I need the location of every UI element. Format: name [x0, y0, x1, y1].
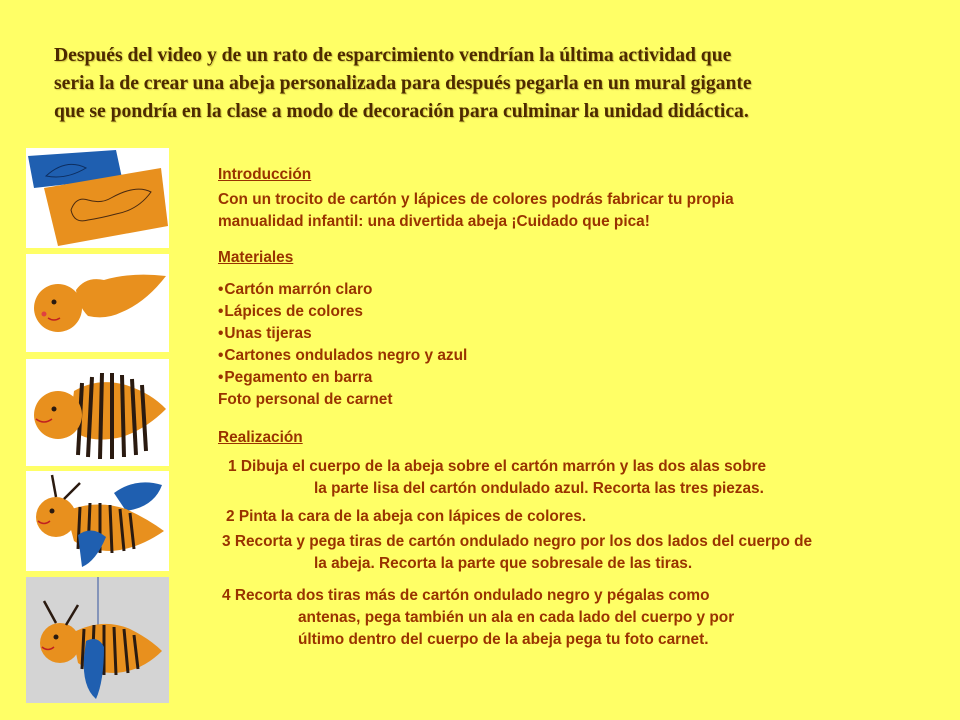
materials-item: • Pegamento en barra	[218, 367, 467, 389]
step-line: 4 Recorta dos tiras más de cartón ondulado negro y pégalas como	[222, 587, 710, 604]
intro-line: manualidad infantil: una divertida abeja ¡Cuidado que pica!	[218, 213, 650, 230]
page-heading	[54, 42, 934, 126]
intro-text	[218, 189, 734, 233]
step-4	[222, 585, 734, 651]
painted-body-photo	[26, 254, 169, 352]
striped-body-photo	[26, 359, 169, 466]
intro-line: Con un trocito de cartón y lápices de colores podrás fabricar tu propia	[218, 191, 734, 208]
materials-item: • Unas tijeras	[218, 323, 467, 345]
step-line: la parte lisa del cartón ondulado azul. Recorta las tres piezas.	[314, 480, 764, 497]
winged-bee-photo	[26, 471, 169, 571]
materials-extra: Foto personal de carnet	[218, 391, 393, 408]
step-2	[226, 506, 586, 528]
materials-title: Materiales	[218, 249, 294, 266]
step-line: 1 Dibuja el cuerpo de la abeja sobre el cartón marrón y las dos alas sobre	[228, 458, 767, 475]
heading-line: seria la de crear una abeja personalizada para después pegarla en un mural gigante	[54, 73, 752, 94]
step-line: 2 Pinta la cara de la abeja con lápices de colores.	[226, 508, 587, 525]
materials-item: • Lápices de colores	[218, 301, 467, 323]
intro-title: Introducción	[218, 166, 312, 183]
materials-item: • Cartones ondulados negro y azul	[218, 345, 467, 367]
heading-line: que se pondría en la clase a modo de decoración para culminar la unidad didáctica.	[54, 101, 749, 122]
step-line: antenas, pega también un ala en cada lado del cuerpo y por	[298, 609, 735, 626]
step-line: la abeja. Recorta la parte que sobresale de las tiras.	[314, 555, 693, 572]
steps-title: Realización	[218, 429, 303, 446]
step-line: último dentro del cuerpo de la abeja pega tu foto carnet.	[298, 631, 709, 648]
heading-line: Después del video y de un rato de esparcimiento vendrían la última actividad que	[54, 45, 732, 66]
step-3	[222, 531, 812, 575]
finished-hanging-bee-photo	[26, 577, 169, 703]
materials-item: • Cartón marrón claro	[218, 279, 467, 301]
materials-list	[218, 279, 467, 411]
cut-pieces-photo	[26, 148, 169, 248]
step-1	[228, 456, 766, 500]
step-line: 3 Recorta y pega tiras de cartón ondulado negro por los dos lados del cuerpo de	[222, 533, 813, 550]
